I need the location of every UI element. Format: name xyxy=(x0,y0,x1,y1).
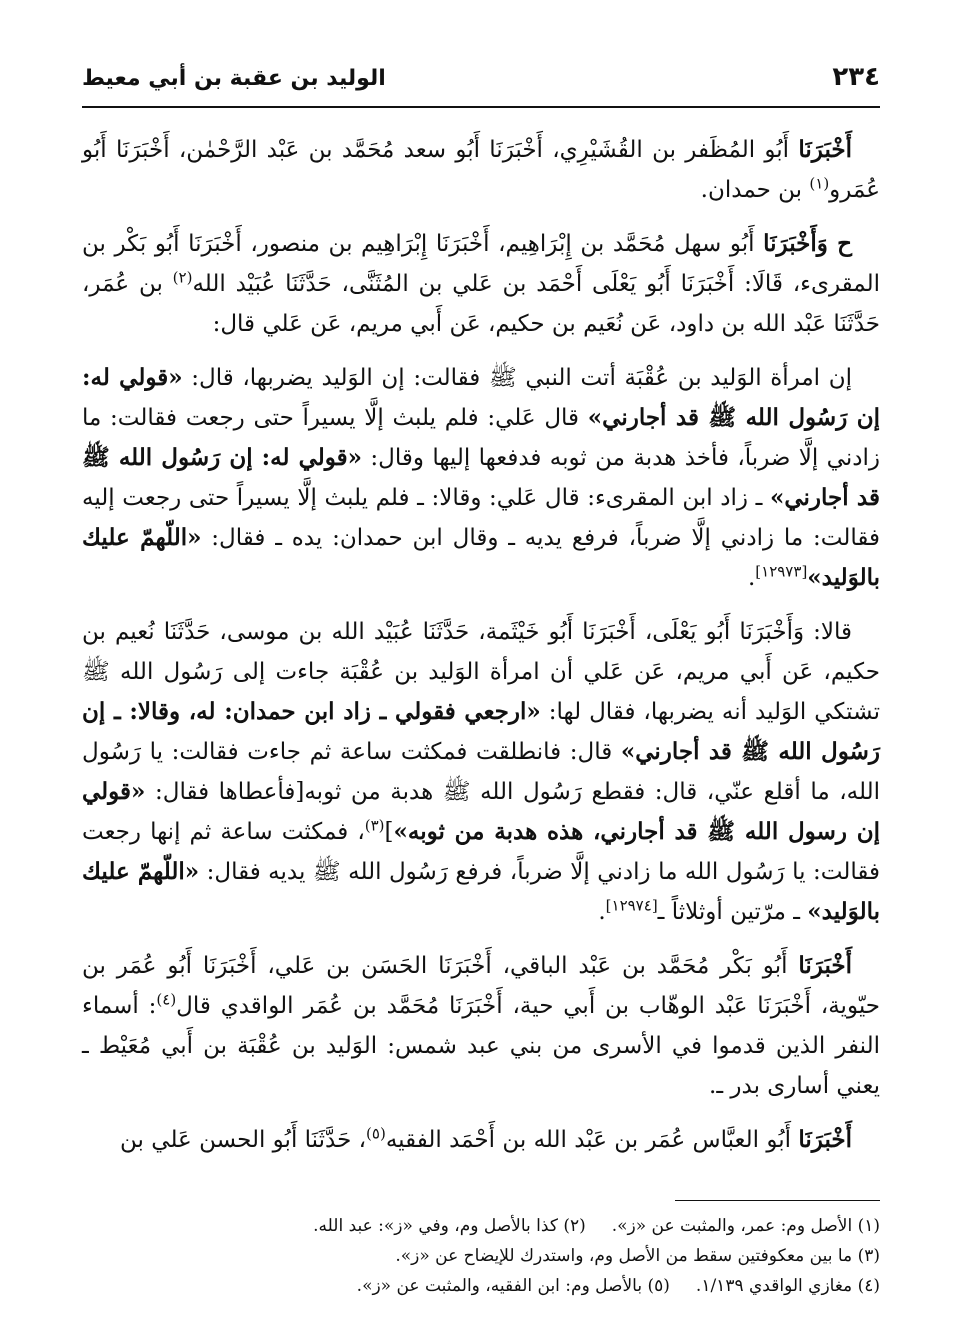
hadith-quote: «ارجعي فقولي ـ زاد ابن حمدان: له، وقالا: ـ إن رَسُول الله ﷺ قد أجارني» xyxy=(82,698,880,765)
footnote-marker: (٥) xyxy=(366,1124,386,1143)
paragraph-end: . xyxy=(598,899,606,925)
narration-keyword: أَخْبَرَنَا xyxy=(798,136,852,163)
paragraph-1 xyxy=(82,130,880,210)
narration-keyword: أَخْبَرَنَا xyxy=(798,952,853,979)
paragraph-text: أَبُو المُظَفر بن القُشَيْرِي، أَخْبَرَنَا أَبُو سعد مُحَمَّد بن عَبْد الرَّحْمٰن، أَخْبَرَنَا أَبُو عُمَرو xyxy=(82,137,880,203)
hadith-quote: «قولي إن رسول الله ﷺ قد أجارني، هذه هدبة من ثوبه» xyxy=(82,778,880,845)
footnote-marker: (١) xyxy=(809,174,830,193)
narration-keyword: ح وَأَخْبَرَنَا xyxy=(763,230,853,257)
footnote-1: (١) الأصل وم: عمر، والمثبت عن «ز». xyxy=(611,1216,880,1236)
paragraph-text: إن امرأة الوَليد بن عُقْبَة أتت النبي ﷺ فقالت: إن الوَليد يضربها، قال: xyxy=(182,365,852,391)
footnote-4: (٤) مغازي الواقدي ١/١٣٩. xyxy=(695,1276,880,1296)
footnote-divider xyxy=(675,1200,880,1201)
footnote-marker: (٤) xyxy=(156,990,177,1009)
page-header xyxy=(82,62,880,108)
paragraph-text: ـ مرّتين أوثلاثاً ـ xyxy=(657,899,808,925)
paragraph-text: ] xyxy=(384,819,394,845)
footnote-row xyxy=(82,1211,880,1241)
paragraph-text: أَبُو بَكْر مُحَمَّد بن عَبْد الباقي، أَخْبَرَنَا الحَسَن بن عَلي، أَخْبَرَنَا أَبُو عُمَر بن حيّوية، أَخْبَرَنَا عَبْد الوهّاب بن أَبي حية، أَخْبَرَنَا مُحَمَّد بن عُمَر الواقدي قال xyxy=(82,953,880,1019)
paragraph-2 xyxy=(82,224,880,344)
paragraph-text: : أسماء النفر الذين قدموا في الأسرى من بني عبد شمس: الوَليد بن عُقْبَة بن أَبي مُعَيْط ـ يعني أسارى بدر ـ. xyxy=(82,993,880,1099)
running-title: الوليد بن عقبة بن أبي معيط xyxy=(82,66,386,91)
paragraph-text: أَبُو العبَّاس عُمَر بن عَبْد الله بن أَحْمَد الفقيه xyxy=(385,1127,799,1153)
narration-keyword: أَخْبَرَنَا xyxy=(798,1126,852,1153)
footnote-row xyxy=(82,1271,880,1301)
paragraph-text: ـ زاد ابن المقرىء: قال عَلي: وقالا: ـ فلم يلبث إلَّا يسيراً حتى رجعت إليه فقالت: ما زادني إلَّا ضرباً، فرفع يديه ـ وقال ابن حمدان: يده ـ فقال: xyxy=(82,485,880,551)
footnote-row xyxy=(82,1241,880,1271)
paragraph-5 xyxy=(82,946,880,1106)
footnote-5: (٥) بالأصل وم: ابن الفقيه، والمثبت عن «ز». xyxy=(356,1276,670,1296)
paragraph-text: قال: فانطلقت فمكثت ساعة ثم جاءت فقالت: يا رَسُول الله، ما أقلع عنّي، قال: فقطع رَسُول الله ﷺ هدبة من ثوبه[فأعطاها فقال: xyxy=(82,739,880,805)
paragraph-end: . xyxy=(747,565,756,591)
footnote-marker: (٢) xyxy=(172,268,193,287)
paragraph-6 xyxy=(82,1120,880,1160)
page-number: ٢٣٤ xyxy=(832,62,880,92)
hadith-quote: «اللّهمّ عليك بالوَليد» xyxy=(82,858,880,925)
hadith-number: [١٢٩٧٤] xyxy=(605,896,658,915)
footnote-3: (٣) ما بين معكوفتين سقط من الأصل وم، واستدرك للإيضاح عن «ز». xyxy=(395,1246,880,1266)
hadith-quote: «اللّهمّ عليك بالوَليد» xyxy=(82,524,880,591)
paragraph-text: قالا: وَأَخْبَرَنَا أَبُو يَعْلَى، أَخْبَرَنَا أَبُو خَيْثَمة، حَدَّثَنَا عُبَيْد الله بن موسى، حَدَّثَنَا نُعيم بن حكيم، عَن أَبي مريم، عَن عَلي أن امرأة الوَليد بن عُقْبَة جاءت إلى رَسُول الله ﷺ تشتكي الوَليد أنه يضربها، فقال لها: xyxy=(82,619,880,725)
paragraph-4 xyxy=(82,612,880,932)
paragraph-text: أَبُو سهل مُحَمَّد بن إِبْرَاهِيم، أَخْبَرَنَا إِبْرَاهِيم بن منصور، أَخْبَرَنَا أَبُو بَكْر بن المقرىء، قَالَا: أَخْبَرَنَا أَبُو يَعْلَى أَحْمَد بن عَلي بن المُثَنَّى، حَدَّثَنَا عُبَيْد الله xyxy=(82,231,880,297)
paragraph-text: ، حَدَّثَنَا أَبُو الحسن عَلي بن xyxy=(120,1127,367,1153)
paragraph-3 xyxy=(82,358,880,598)
footnotes xyxy=(82,1211,880,1301)
paragraph-text: بن عُمَر، حَدَّثَنَا عَبْد الله بن داود، عَن نُعَيم بن حكيم، عَن أَبي مريم، عَن عَلي قال: xyxy=(82,271,880,337)
hadith-number: [١٢٩٧٣] xyxy=(755,562,808,581)
footnote-2: (٢) كذا بالأصل وم، وفي «ز»: عبد الله. xyxy=(313,1216,586,1236)
page-body xyxy=(82,130,880,1160)
footnote-marker: (٣) xyxy=(364,816,385,835)
hadith-quote: «قولي له: إن رَسُول الله ﷺ قد أجارني» xyxy=(82,364,881,431)
hadith-quote: «قولي له: إن رَسُول الله ﷺ قد أجارني» xyxy=(82,444,881,511)
paragraph-text: بن حمدان. xyxy=(700,177,810,203)
paragraph-text: قال عَلي: فلم يلبث إلَّا يسيراً حتى رجعت فقالت: ما زادني إلَّا ضرباً، فأخذ هدبة من ثوبه فدفعها إليها وقال: xyxy=(82,405,880,471)
paragraph-text: ، فمكثت ساعة ثم إنها رجعت فقالت: يا رَسُول الله ما زادني إلَّا ضرباً، فرفع رَسُول الله ﷺ يديه فقال: xyxy=(82,819,880,885)
